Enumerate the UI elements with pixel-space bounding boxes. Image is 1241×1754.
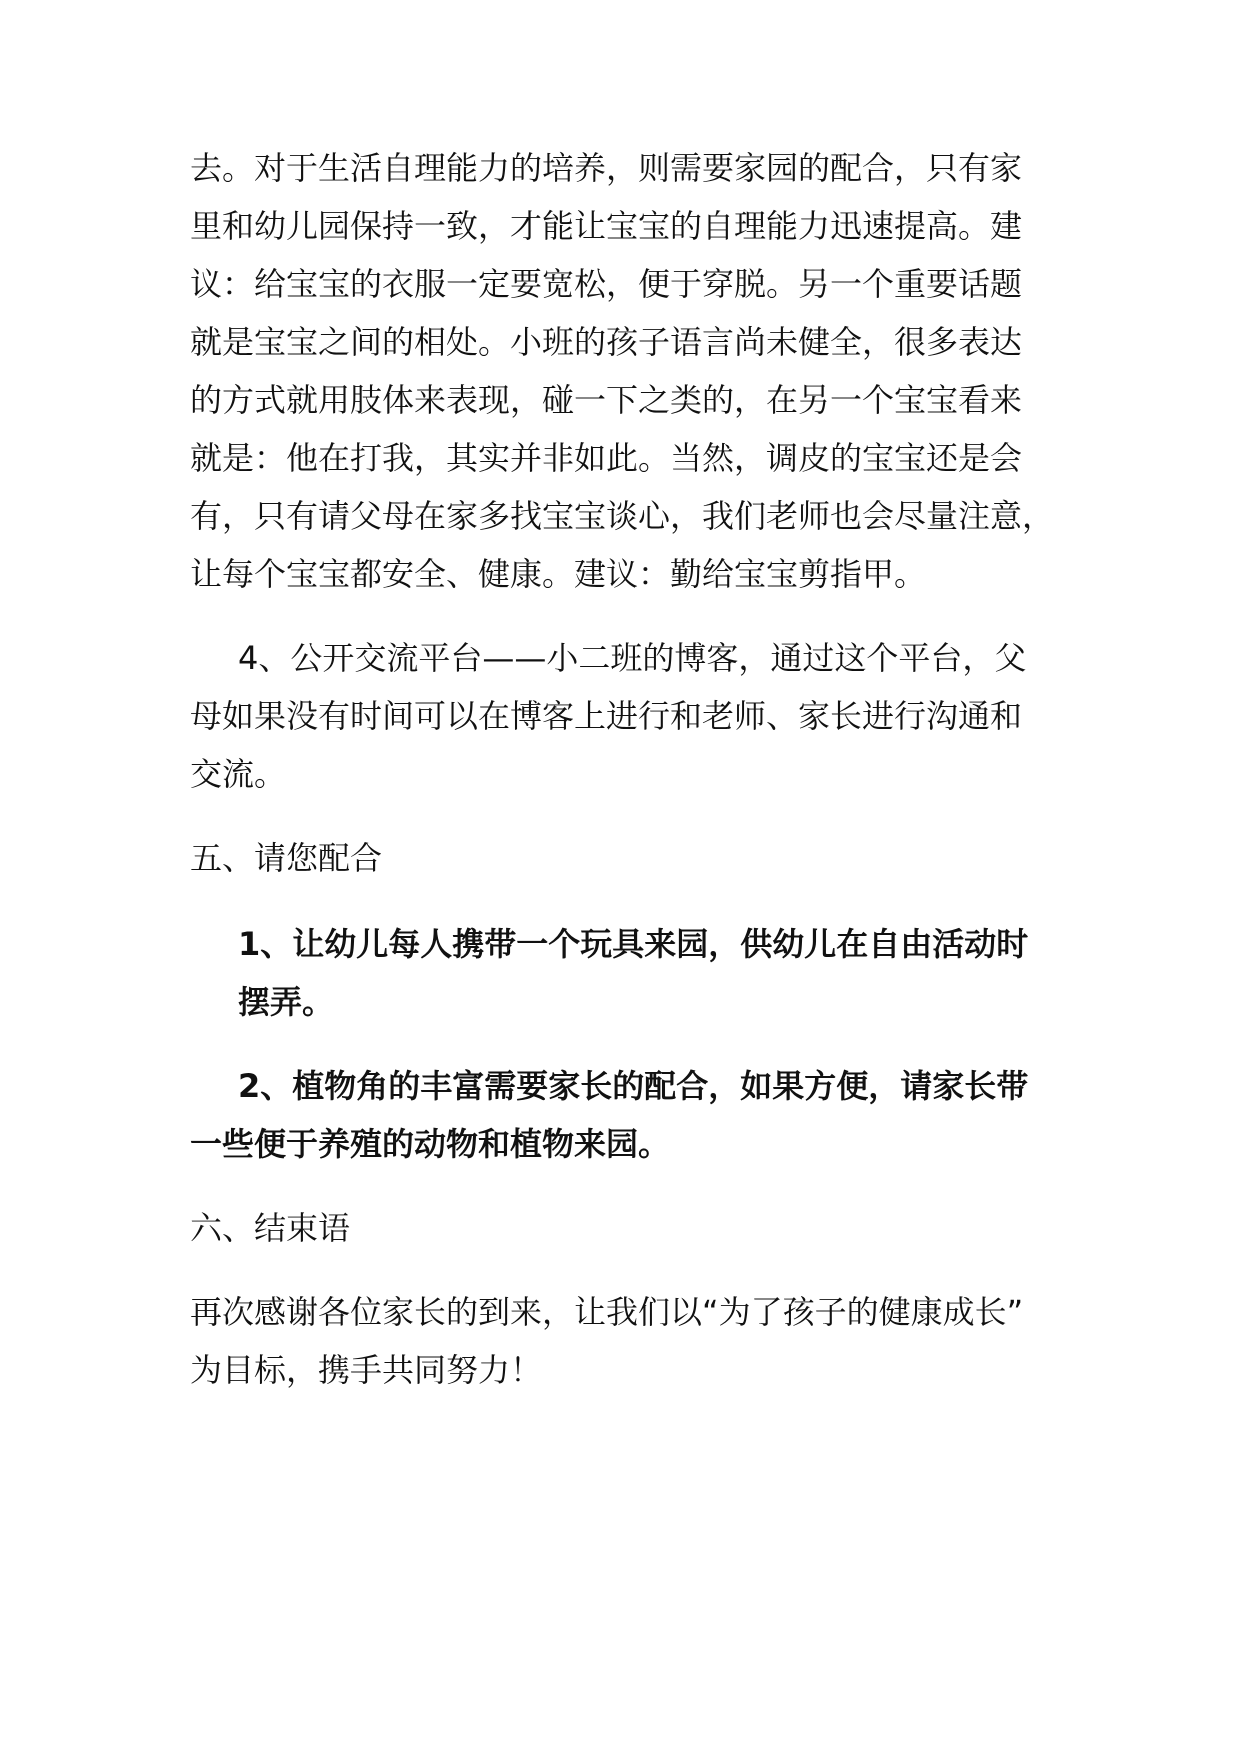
paragraph-line: 去。对于生活自理能力的培养，则需要家园的配合，只有家	[190, 149, 1023, 187]
paragraph-line: 就是宝宝之间的相处。小班的孩子语言尚未健全，很多表达	[190, 323, 1023, 361]
paragraph-line: 让每个宝宝都安全、健康。建议：勤给宝宝剪指甲。	[190, 555, 927, 593]
paragraph-line: 母如果没有时间可以在博客上进行和老师、家长进行沟通和	[190, 697, 1023, 735]
section-heading: 五、请您配合	[190, 839, 383, 877]
paragraph-line: 就是：他在打我，其实并非如此。当然，调皮的宝宝还是会	[190, 439, 1023, 477]
paragraph-line: 再次感谢各位家长的到来，让我们以“为了孩子的健康成长”	[190, 1293, 1024, 1331]
paragraph-line: 议：给宝宝的衣服一定要宽松，便于穿脱。另一个重要话题	[190, 265, 1023, 303]
paragraph-line: 为目标，携手共同努力！	[190, 1351, 543, 1389]
paragraph-line: 有，只有请父母在家多找宝宝谈心，我们老师也会尽量注意，	[190, 497, 1055, 535]
section-heading: 六、结束语	[190, 1209, 351, 1247]
paragraph-line: 交流。	[190, 755, 287, 793]
list-item-line: 一些便于养殖的动物和植物来园。	[190, 1125, 671, 1163]
paragraph-line: 的方式就用肢体来表现，碰一下之类的，在另一个宝宝看来	[190, 381, 1023, 419]
paragraph-line: 里和幼儿园保持一致，才能让宝宝的自理能力迅速提高。建	[190, 207, 1023, 245]
list-item-line: 摆弄。	[238, 983, 335, 1021]
paragraph-line: 4、公开交流平台——小二班的博客，通过这个平台，父	[238, 639, 1027, 677]
list-item-line: 1、让幼儿每人携带一个玩具来园，供幼儿在自由活动时	[238, 925, 1029, 963]
list-item-line: 2、植物角的丰富需要家长的配合，如果方便，请家长带	[238, 1067, 1029, 1105]
